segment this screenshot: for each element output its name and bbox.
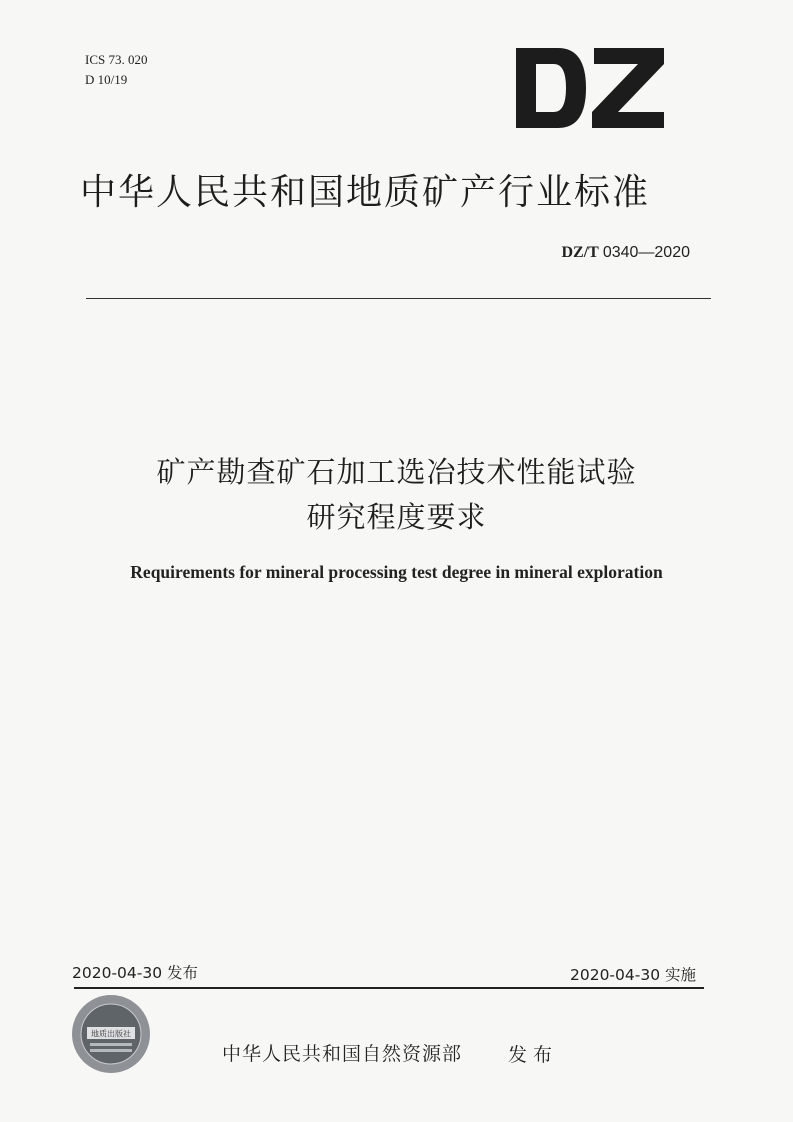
bottom-divider xyxy=(74,987,704,989)
classification-codes xyxy=(85,50,147,90)
standard-number xyxy=(561,244,690,262)
dz-logo-d xyxy=(516,48,586,128)
dz-logo xyxy=(514,46,666,130)
top-divider xyxy=(86,298,711,299)
document-title-line2: 研究程度要求 xyxy=(306,500,487,534)
document-title-english: Requirements for mineral processing test degree in mineral exploration xyxy=(130,562,663,582)
document-title-line1: 矿产勘查矿石加工选冶技术性能试验 xyxy=(156,455,637,489)
release-label: 发布 xyxy=(508,1044,559,1066)
seal-text: 地质出版社 xyxy=(91,1029,131,1039)
publisher-seal xyxy=(70,993,152,1075)
implement-date: 2020-04-30 实施 xyxy=(569,966,696,984)
standard-category-title: 中华人民共和国地质矿产行业标准 xyxy=(80,172,651,213)
dz-logo-z xyxy=(592,48,664,128)
standard-number-value: 0340—2020 xyxy=(602,244,690,261)
standard-number-prefix: DZ/T xyxy=(561,244,599,261)
issuing-authority: 中华人民共和国自然资源部 xyxy=(222,1043,463,1065)
ics-code: ICS 73. 020 xyxy=(85,52,148,67)
publish-date: 2020-04-30 发布 xyxy=(72,964,199,982)
ccs-code: D 10/19 xyxy=(85,72,128,87)
